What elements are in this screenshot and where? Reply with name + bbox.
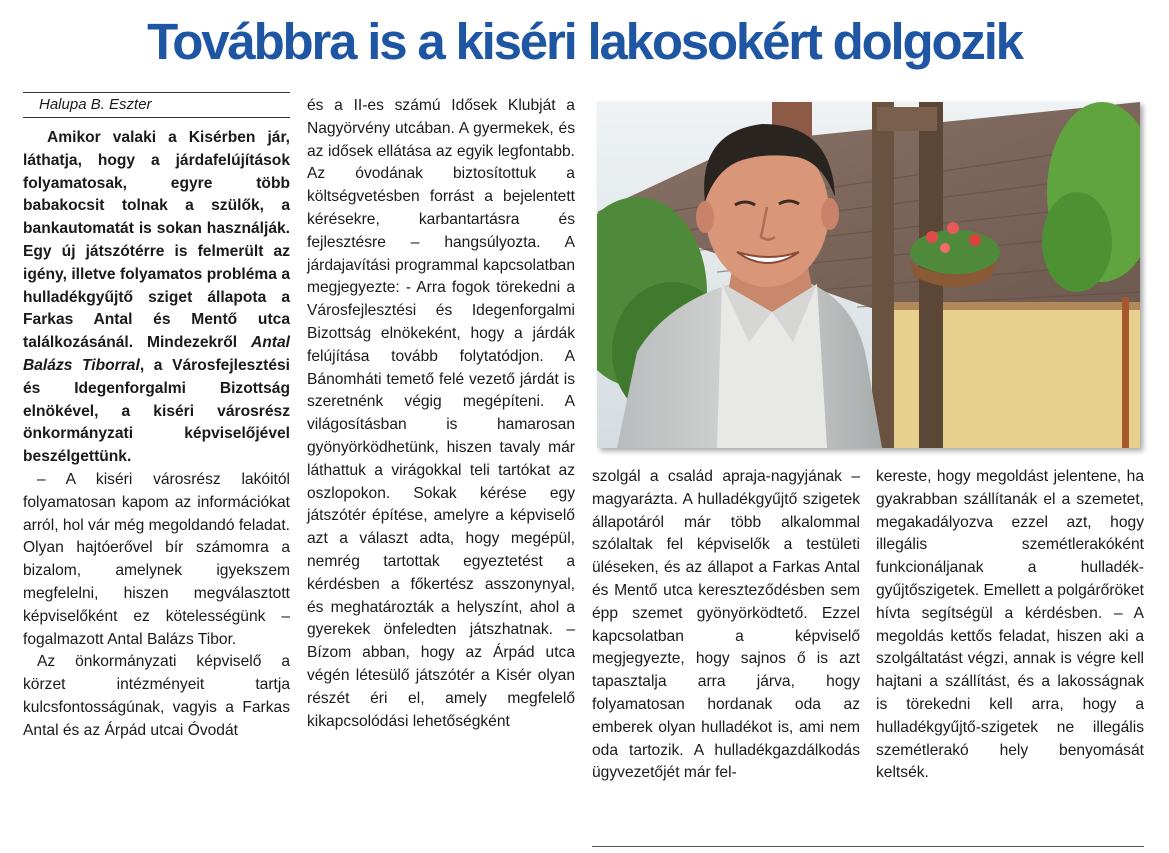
portrait-photo — [597, 102, 1140, 448]
lead-interviewee-name: Antal Balázs Tiborral — [23, 334, 290, 374]
lead-paragraph — [23, 127, 290, 469]
headline: Továbbra is a kiséri lakosokért dolgozik — [147, 13, 1022, 70]
body-paragraph: kereste, hogy megoldást jelentene, ha gyakrabban szállítanák el a szemetet, megakadályozva ezzel azt, hogy illegális szemétlerakóként funkcionáljanak a hulladék-gyűjtőszigetek. Emellett a polgárőröket hívta segítségül a kérdésben. – A megoldás kettős feladat, hiszen aki a szolgáltatást végzi, annak is végre kell hajtani a szállítást, és a lakosságnak is törekedni kell arra, hogy a hulladékgyűjtő-szigetek ne illegális szemétlerakó hely benyomását keltsék. — [876, 468, 1144, 782]
body-paragraph: szolgál a család apraja-nagyjának – magyarázta. A hulladékgyűjtő szigetek állapotáról már több alkalommal szólaltak fel képviselők a testületi üléseken, és az állapot a Farkas Antal és Mentő utca kereszteződésben sem épp szemet gyönyörködtető. Ezzel kapcsolatban a képviselő megjegyezte, hogy sajnos ő is azt tapasztalja arra járva, hogy folyamatosan hordanak oda az emberek olyan hulladékot is, ami nem oda tartozik. A hulladékgazdálkodás ügyvezetőjét már fel- — [592, 468, 860, 782]
lead-text-a: Amikor valaki a Kisérben jár, láthatja, hogy a járdafelújítások folyamatosak, egyre több babakocsit tolnak a szülők, a bankautomatát is sokan használják. Egy új játszótérre is felmerült az igény, illetve folyamatos probléma a hulladékgyűjtő sziget állapota a Farkas Antal és Mentő utca találkozásánál. Mindezekről — [23, 129, 290, 352]
portrait-photo-illustration — [597, 102, 1140, 448]
column-3 — [592, 466, 860, 785]
body-paragraph: Az önkormányzati képviselő a körzet intézményeit tartja kulcsfontosságúnak, vagyis a Farkas Antal és az Árpád utcai Óvodát — [23, 653, 290, 739]
lead-text-b: , a Városfejlesztési és Idegenforgalmi Bizottság elnökével, a kiséri városrész önkormányzati képviselőjével beszélgettünk. — [23, 356, 290, 466]
column-4 — [876, 466, 1144, 785]
byline: Halupa B. Eszter — [23, 92, 290, 118]
bottom-rule — [592, 846, 1144, 847]
column-1 — [23, 92, 290, 743]
body-paragraph: és a II-es számú Idősek Klubját a Nagyörvény utcában. A gyermekek, és az idősek ellátása az egyik legfontabb. Az óvodának biztosítottuk a költségvetésben forrást a bejelentett kérésekre, karbantartásra és fejlesztésre – hangsúlyozta. A járdajavítási programmal kapcsolatban megjegyezte: - Arra fogok törekedni a Városfejlesztési és Idegenforgalmi Bizottság elnökeként, hogy a járdák felújítása tovább folytatódjon. A Bánomháti temető felé vezető járdát is szeretnénk végig megépíteni. A világosításban is hamarosan gyönyörködhetünk, hiszen tavaly már láthattuk a virágokkal teli tartókat az oszlopokon. Sokak kérése egy játszótér építése, amelyre a képviselő azt a választ adta, hogy megépül, nemrég tartottak egyeztetést a kérdésben a főkertész asszonynyal, és meghatározták a helyszínt, ahol a gyerekek önfeledten játszhatnak. –Bízom abban, hogy az Árpád utca végén létesülő játszótér a Kisér olyan részét éri el, amely megfelelő kikapcsolódási lehetőségként — [307, 97, 575, 730]
column-2 — [307, 95, 575, 733]
body-paragraph: – A kiséri városrész lakóitól folyamatosan kapom az információkat arról, hol vár még megoldandó feladat. Olyan hajtóerővel bír számomra a bizalom, amelynek igyekszem megfelelni, hiszen megválasztott képviselőként ez kötelességünk – fogalmazott Antal Balázs Tibor. — [23, 470, 290, 648]
